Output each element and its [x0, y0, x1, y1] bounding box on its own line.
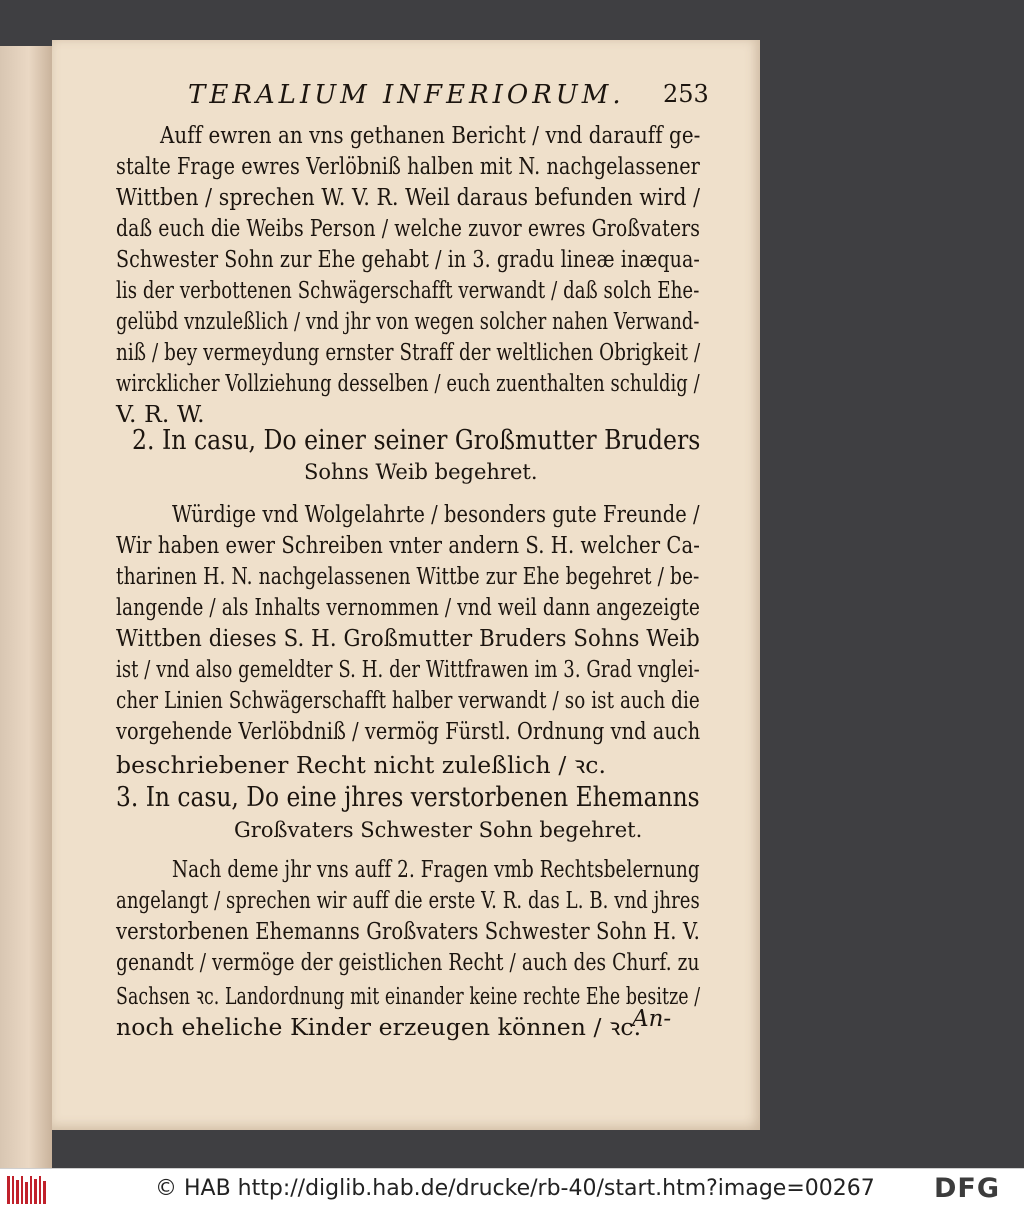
text-line: verstorbenen Ehemanns Großvaters Schwester Sohn H. V.	[116, 917, 700, 945]
running-head: TERALIUM INFERIORUM.	[188, 80, 625, 110]
text-line: wircklicher Vollziehung desselben / euch zuenthalten schuldig /	[116, 369, 700, 397]
text-line: noch eheliche Kinder erzeugen können / ꝛc.	[116, 1013, 642, 1041]
text-line: gelübd vnzuleßlich / vnd jhr von wegen solcher nahen Verwand-	[116, 307, 700, 335]
text-line: beschriebener Recht nicht zuleßlich / ꝛc.	[116, 751, 607, 779]
page-number: 253	[663, 80, 709, 108]
section-subheading: Sohns Weib begehret.	[304, 460, 538, 484]
viewer-footer	[0, 1168, 1024, 1210]
text-line: daß euch die Weibs Person / welche zuvor ewres Großvaters	[116, 214, 700, 242]
text-line: V. R. W.	[116, 400, 205, 428]
text-line: Würdige vnd Wolgelahrte / besonders gute Freunde /	[172, 500, 700, 528]
dfg-logo: DFG	[934, 1173, 1001, 1204]
text-line: tharinen H. N. nachgelassenen Wittbe zur Ehe begehret / be-	[116, 562, 700, 590]
catchword: An-	[632, 1006, 672, 1032]
text-line: Sachsen ꝛc. Landordnung mit einander keine rechte Ehe besitze /	[116, 982, 701, 1010]
section-heading: 3. In casu, Do eine jhres verstorbenen Ehemanns	[116, 782, 700, 813]
text-line: stalte Frage ewres Verlöbniß halben mit N. nachgelassener	[116, 152, 700, 180]
section-heading: 2. In casu, Do einer seiner Großmutter Bruders	[132, 425, 701, 456]
text-line: Wittben dieses S. H. Großmutter Bruders Sohns Weib	[116, 624, 700, 652]
text-line: lis der verbottenen Schwägerschafft verwandt / daß solch Ehe-	[116, 276, 700, 304]
section-subheading: Großvaters Schwester Sohn begehret.	[234, 818, 643, 842]
text-line: genandt / vermöge der geistlichen Recht / auch des Churf. zu	[116, 948, 700, 976]
text-line: Wir haben ewer Schreiben vnter andern S. H. welcher Ca-	[116, 531, 700, 559]
hab-barcode-logo-icon	[6, 1174, 50, 1206]
copyright-link[interactable]: © HAB http://diglib.hab.de/drucke/rb-40/start.htm?image=00267	[155, 1176, 875, 1201]
text-line: niß / bey vermeydung ernster Straff der weltlichen Obrigkeit /	[116, 338, 701, 366]
text-line: ist / vnd also gemeldter S. H. der Wittfrawen im 3. Grad vnglei-	[116, 655, 700, 683]
text-line: vorgehende Verlöbdniß / vermög Fürstl. Ordnung vnd auch	[116, 717, 701, 745]
text-line: Wittben / sprechen W. V. R. Weil daraus befunden wird /	[116, 183, 701, 211]
text-line: Schwester Sohn zur Ehe gehabt / in 3. gradu lineæ inæqua-	[116, 245, 700, 273]
text-line: cher Linien Schwägerschafft halber verwandt / so ist auch die	[116, 686, 700, 714]
text-line: langende / als Inhalts vernommen / vnd weil dann angezeigte	[116, 593, 700, 621]
text-line: Auff ewren an vns gethanen Bericht / vnd darauff ge-	[160, 121, 701, 149]
text-line: angelangt / sprechen wir auff die erste V. R. das L. B. vnd jhres	[116, 886, 700, 914]
previous-page-edge	[0, 46, 52, 1168]
text-line: Nach deme jhr vns auff 2. Fragen vmb Rechtsbelernung	[172, 855, 700, 883]
